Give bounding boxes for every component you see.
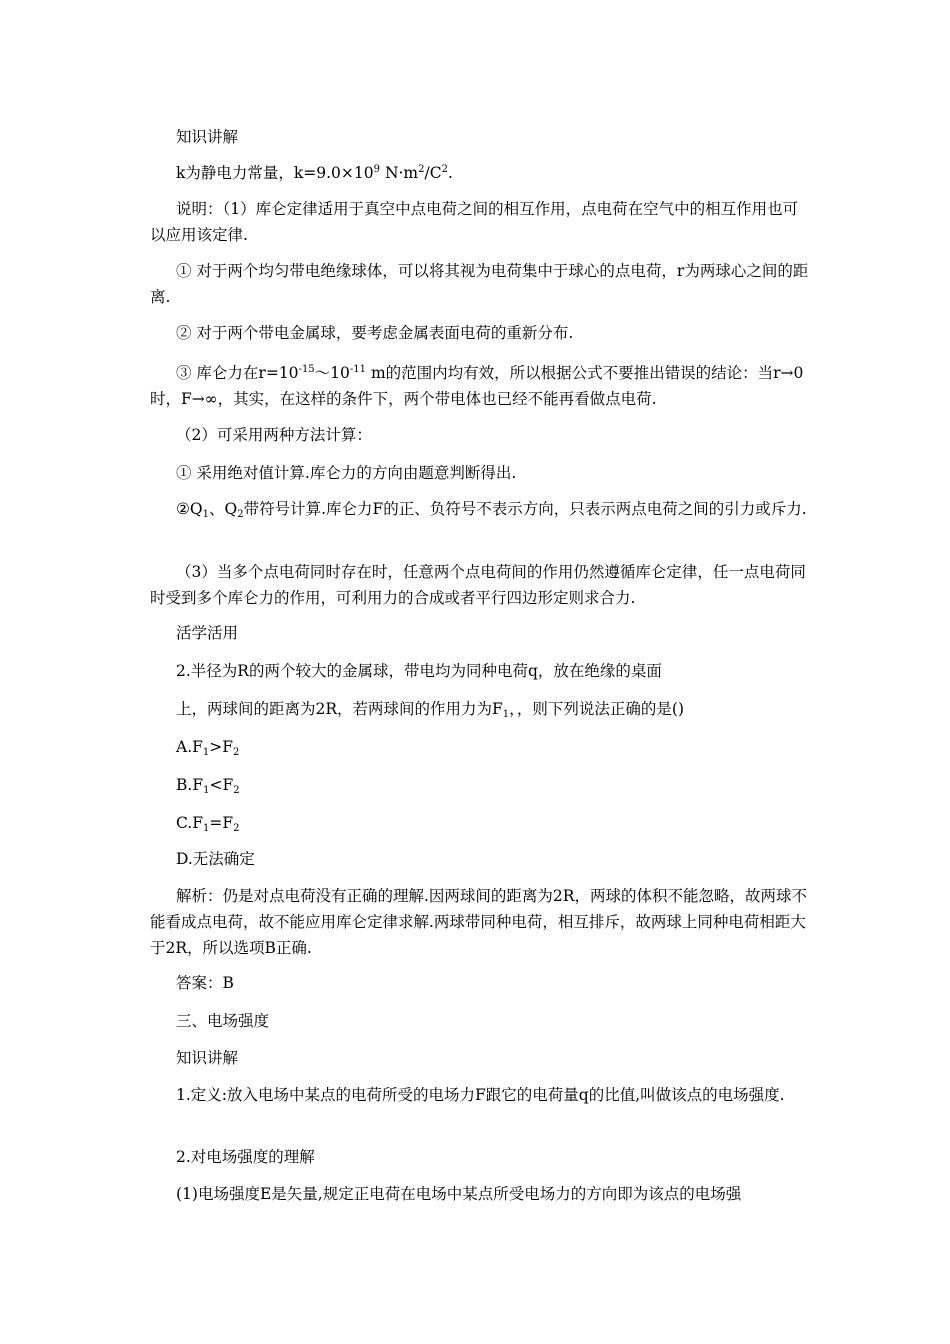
- note-paragraph-2a: ① 采用绝对值计算.库仑力的方向由题意判断得出.: [176, 464, 517, 482]
- note-paragraph-2b: $②Q_1$、$Q_2$带符号计算.库仑力F的正、负符号不表示方向，只表示两点电荷之间的引力或斥力.: [176, 500, 807, 520]
- note-paragraph-1: 说明：（1）库仑定律适用于真空中点电荷之间的相互作用，点电荷在空气中的相互作用也可以应用该定律.: [150, 200, 799, 244]
- section-heading-3: 三、电场强度: [176, 1012, 270, 1030]
- note-paragraph-3: （3）当多个点电荷同时存在时，任意两个点电荷间的作用仍然遵循库仑定律，任一点电荷同时受到多个库仑力的作用，可利用力的合成或者平行四边形定则求合力.: [150, 563, 806, 607]
- understanding-title: 2.对电场强度的理解: [176, 1148, 315, 1166]
- analysis-paragraph: 解析：仍是对点电荷没有正确的理解.因两球间的距离为2R，两球的体积不能忽略，故两球不能看成点电荷，故不能应用库仑定律求解.两球带同种电荷，相互排斥，故两球上同种电荷相距大于2R，所以选项B正确.: [150, 887, 807, 957]
- option-c: $C.F_1=F_2$: [176, 814, 240, 834]
- note-paragraph-1c: ③ 库仑力在$r=10^{-15}\sim 10^{-11}$ m的范围内均有效，所以根据公式不要推出错误的结论：当r→0时，F→∞，其实，在这样的条件下，两个带电体也已经不能再看做点电荷.: [150, 364, 804, 408]
- option-a: $A.F_1>F_2$: [176, 738, 240, 758]
- heading-knowledge-2: 知识讲解: [176, 1049, 239, 1067]
- heading-practice: 活学活用: [176, 624, 239, 642]
- note-paragraph-1b: ② 对于两个带电金属球，要考虑金属表面电荷的重新分布.: [176, 324, 574, 342]
- definition-paragraph: 1.定义:放入电场中某点的电荷所受的电场力F跟它的电荷量q的比值,叫做该点的电场强度.: [176, 1086, 785, 1104]
- answer-line: 答案：B: [176, 974, 234, 992]
- note-paragraph-2: （2）可采用两种方法计算：: [176, 426, 372, 444]
- understanding-paragraph-1: (1)电场强度E是矢量,规定正电荷在电场中某点所受电场力的方向即为该点的电场强: [176, 1185, 742, 1203]
- option-b: $B.F_1<F_2$: [176, 776, 240, 796]
- coulomb-constant-line: k为静电力常量，$k=9.0\times 10^9$ $N\cdot m^2/C^2$.: [176, 164, 453, 182]
- note-paragraph-1a: ① 对于两个均匀带电绝缘球体，可以将其视为电荷集中于球心的点电荷，r为两球心之间的距离.: [150, 262, 809, 306]
- question-2: 2.半径为R的两个较大的金属球，带电均为同种电荷q，放在绝缘的桌面: [176, 662, 662, 680]
- option-d: D.无法确定: [176, 850, 255, 868]
- question-2-continued: 上，两球间的距离为2R，若两球间的作用力为$F_1$，，则下列说法正确的是(): [176, 700, 685, 720]
- heading-knowledge: 知识讲解: [176, 128, 239, 146]
